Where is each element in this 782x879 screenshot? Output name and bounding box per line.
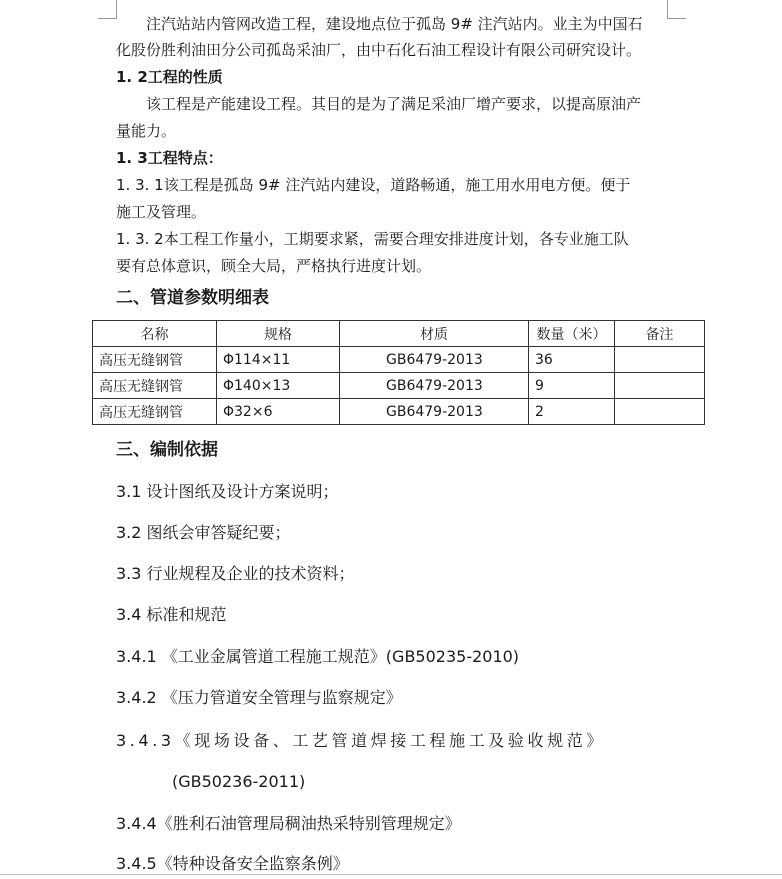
pipe-parameter-table (92, 320, 705, 425)
table-header-cell: 名称 (93, 321, 217, 347)
table-header-cell: 备注 (615, 321, 705, 347)
nature-line-1: 该工程是产能建设工程。其目的是为了满足采油厂增产要求，以提高原油产 (146, 95, 642, 113)
table-header-cell: 数量（米） (529, 321, 615, 347)
table-cell: 9 (529, 373, 615, 399)
table-cell: 2 (529, 399, 615, 425)
table-cell: Φ32×6 (217, 399, 340, 425)
basis-item-3-2: 3.2 图纸会审答疑纪要； (116, 523, 291, 542)
table-row (93, 347, 705, 373)
table-cell (615, 399, 705, 425)
section-2-title: 二、管道参数明细表 (116, 288, 269, 308)
section-3-title: 三、编制依据 (116, 440, 218, 460)
heading-1-2: 1. 2工程的性质 (116, 68, 223, 86)
standard-item-3-4-1: 3.4.1 《工业金属管道工程施工规范》(GB50235-2010) (116, 647, 520, 666)
margin-corner-mark-left (98, 0, 117, 19)
table-cell (615, 347, 705, 373)
table-cell: GB6479-2013 (340, 347, 529, 373)
table-row (93, 373, 705, 399)
table-cell: 高压无缝钢管 (93, 373, 217, 399)
feature-1-line-2: 施工及管理。 (116, 203, 207, 221)
table-cell: Φ140×13 (217, 373, 340, 399)
intro-line-2: 化股份胜利油田分公司孤岛采油厂，由中石化石油工程设计有限公司研究设计。 (116, 41, 642, 59)
table-cell (615, 373, 705, 399)
intro-line-1: 注汽站站内管网改造工程，建设地点位于孤岛 9# 注汽站内。业主为中国石 (146, 15, 643, 33)
table-header-cell: 材质 (340, 321, 529, 347)
standard-item-3-4-3: 3.4.3《现场设备、工艺管道焊接工程施工及验收规范》 (116, 731, 606, 750)
table-cell: 高压无缝钢管 (93, 399, 217, 425)
basis-item-3-1: 3.1 设计图纸及设计方案说明； (116, 482, 339, 501)
table-cell: Φ114×11 (217, 347, 340, 373)
heading-1-3: 1. 3工程特点： (116, 149, 223, 167)
basis-item-3-4: 3.4 标准和规范 (116, 605, 227, 624)
standard-item-3-4-3-code: (GB50236-2011) (172, 772, 306, 791)
table-cell: 36 (529, 347, 615, 373)
table-cell: GB6479-2013 (340, 399, 529, 425)
table-header-cell: 规格 (217, 321, 340, 347)
table-cell: 高压无缝钢管 (93, 347, 217, 373)
feature-2-line-1: 1. 3. 2本工程工作量小，工期要求紧，需要合理安排进度计划，各专业施工队 (116, 230, 629, 248)
table-header-row (93, 321, 705, 347)
page-bottom-border (0, 874, 782, 875)
table-row (93, 399, 705, 425)
standard-item-3-4-2: 3.4.2 《压力管道安全管理与监察规定》 (116, 688, 402, 707)
feature-2-line-2: 要有总体意识，顾全大局，严格执行进度计划。 (116, 257, 432, 275)
standard-item-3-4-5: 3.4.5《特种设备安全监察条例》 (116, 854, 349, 873)
basis-item-3-3: 3.3 行业规程及企业的技术资料； (116, 564, 355, 583)
feature-1-line-1: 1. 3. 1该工程是孤岛 9# 注汽站内建设，道路畅通，施工用水用电方便。便于 (116, 176, 631, 194)
nature-line-2: 量能力。 (116, 122, 177, 140)
table-cell: GB6479-2013 (340, 373, 529, 399)
standard-item-3-4-4: 3.4.4《胜利石油管理局稠油热采特别管理规定》 (116, 814, 461, 833)
